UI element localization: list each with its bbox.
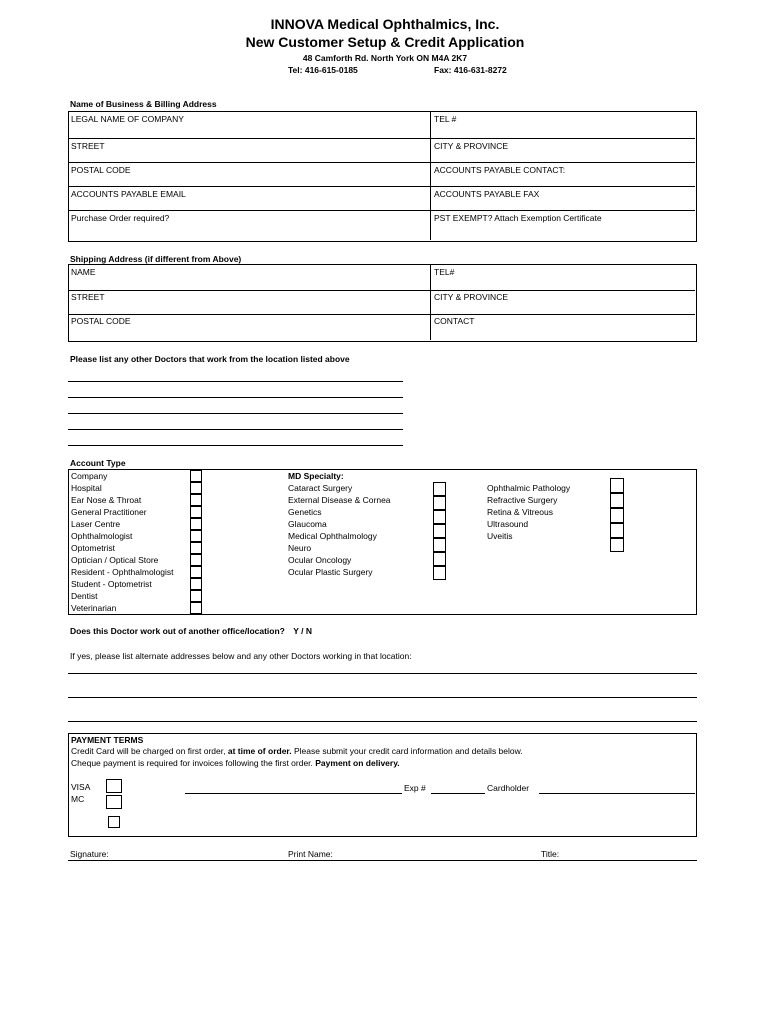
md-specialty-checkbox[interactable] (610, 538, 624, 552)
payment-terms-line-2 (71, 758, 400, 768)
payment-terms-title: PAYMENT TERMS (71, 735, 144, 745)
md-specialty-label: Cataract Surgery (288, 483, 353, 493)
payment-terms-line-1 (71, 746, 523, 756)
alternate-address-line[interactable] (68, 673, 697, 674)
md-specialty-list-2 (487, 482, 570, 542)
md-specialty-label: External Disease & Cornea (288, 495, 391, 505)
billing-street-field[interactable]: STREET (71, 141, 105, 151)
md-specialty-label: Glaucoma (288, 519, 327, 529)
form-title: New Customer Setup & Credit Application (245, 34, 525, 50)
account-type-label: Student - Optometrist (71, 579, 152, 589)
md-specialty-checkbox[interactable] (433, 566, 446, 580)
visa-label: VISA (71, 782, 91, 792)
payment-line-1-text: Credit Card will be charged on first order, (71, 746, 228, 756)
billing-table (68, 111, 697, 242)
account-type-box (68, 469, 697, 615)
shipping-section-title: Shipping Address (if different from Above) (70, 254, 242, 264)
doctor-line[interactable] (68, 397, 403, 398)
row-divider (69, 186, 695, 187)
md-specialty-label: Uveitis (487, 531, 513, 541)
account-type-label: Optometrist (71, 543, 115, 553)
company-tel: Tel: 416-615-0185 (288, 65, 358, 75)
md-specialty-checkbox[interactable] (610, 508, 624, 523)
company-name: INNOVA Medical Ophthalmics, Inc. (270, 16, 500, 32)
account-type-label: Hospital (71, 483, 102, 493)
row-divider (69, 138, 695, 139)
shipping-name-field[interactable]: NAME (71, 267, 96, 277)
shipping-table (68, 264, 697, 342)
shipping-tel-field[interactable]: TEL# (434, 267, 455, 277)
payment-line-1-rest: Please submit your credit card information and details below. (291, 746, 523, 756)
account-type-label: Company (71, 471, 108, 481)
account-type-label: General Practitioner (71, 507, 147, 517)
md-specialty-checkbox[interactable] (610, 523, 624, 538)
print-name-label: Print Name: (288, 849, 333, 859)
billing-tel-field[interactable]: TEL # (434, 114, 457, 124)
account-type-checkbox[interactable] (190, 602, 202, 614)
card-number-line[interactable] (185, 793, 402, 794)
md-specialty-label: Ocular Oncology (288, 555, 352, 565)
md-specialty-checkbox[interactable] (433, 510, 446, 524)
billing-postal-field[interactable]: POSTAL CODE (71, 165, 131, 175)
md-specialty-checkbox[interactable] (433, 482, 446, 496)
doctor-line[interactable] (68, 445, 403, 446)
exp-label: Exp # (404, 783, 426, 793)
md-specialty-label: Medical Ophthalmology (288, 531, 377, 541)
other-office-question (70, 626, 312, 636)
account-type-label: Veterinarian (71, 603, 117, 613)
account-type-checkbox[interactable] (190, 470, 202, 482)
doctor-line[interactable] (68, 413, 403, 414)
account-type-checkbox[interactable] (190, 506, 202, 518)
other-doctors-prompt: Please list any other Doctors that work from the location listed above (70, 354, 350, 364)
doctor-line[interactable] (68, 429, 403, 430)
md-specialty-label: Refractive Surgery (487, 495, 558, 505)
account-type-checkbox[interactable] (190, 578, 202, 590)
account-type-label: Ophthalmologist (71, 531, 133, 541)
visa-checkbox[interactable] (106, 779, 122, 793)
md-specialty-checkbox[interactable] (433, 496, 446, 510)
shipping-divider (430, 265, 431, 340)
shipping-city-field[interactable]: CITY & PROVINCE (434, 292, 508, 302)
alternate-address-instruction: If yes, please list alternate addresses below and any other Doctors working in that location: (70, 651, 412, 661)
alternate-address-line[interactable] (68, 721, 697, 722)
pst-exempt-field[interactable]: PST EXEMPT? Attach Exemption Certificate (434, 213, 602, 223)
md-specialty-checkbox[interactable] (610, 478, 624, 493)
account-type-title: Account Type (70, 458, 126, 468)
cardholder-line[interactable] (539, 793, 695, 794)
account-type-checkbox[interactable] (190, 494, 202, 506)
account-type-checkbox[interactable] (190, 530, 202, 542)
payment-line-2-text: Cheque payment is required for invoices following the first order. (71, 758, 316, 768)
mc-checkbox[interactable] (106, 795, 122, 809)
company-address: 48 Camforth Rd. North York ON M4A 2K7 (302, 53, 468, 63)
md-specialty-checkbox[interactable] (433, 552, 446, 566)
other-card-checkbox[interactable] (108, 816, 120, 828)
company-fax: Fax: 416-631-8272 (434, 65, 507, 75)
row-divider (69, 290, 695, 291)
account-type-checkbox[interactable] (190, 590, 202, 602)
account-type-list (71, 470, 174, 614)
cardholder-label: Cardholder (487, 783, 530, 793)
ap-email-field[interactable]: ACCOUNTS PAYABLE EMAIL (71, 189, 186, 199)
md-specialty-label: Genetics (288, 507, 322, 517)
md-specialty-label: Retina & Vitreous (487, 507, 553, 517)
md-specialty-title: MD Specialty: (288, 471, 344, 481)
account-type-checkbox[interactable] (190, 482, 202, 494)
md-specialty-checkbox[interactable] (433, 538, 446, 552)
md-specialty-label: Ultrasound (487, 519, 529, 529)
row-divider (69, 162, 695, 163)
shipping-postal-field[interactable]: POSTAL CODE (71, 316, 131, 326)
md-specialty-label: Neuro (288, 543, 312, 553)
ap-contact-field[interactable]: ACCOUNTS PAYABLE CONTACT: (434, 165, 566, 175)
shipping-street-field[interactable]: STREET (71, 292, 105, 302)
mc-label: MC (71, 794, 85, 804)
account-type-label: Resident - Ophthalmologist (71, 567, 174, 577)
account-type-checkbox[interactable] (190, 518, 202, 530)
account-type-label: Dentist (71, 591, 98, 601)
legal-name-field[interactable]: LEGAL NAME OF COMPANY (71, 114, 184, 124)
payment-terms-box (68, 733, 697, 837)
billing-city-field[interactable]: CITY & PROVINCE (434, 141, 508, 151)
account-type-checkbox[interactable] (190, 566, 202, 578)
billing-section-title: Name of Business & Billing Address (70, 99, 217, 109)
alternate-address-line[interactable] (68, 697, 697, 698)
account-type-checkbox[interactable] (190, 542, 202, 554)
md-specialty-label: Ocular Plastic Surgery (288, 567, 373, 577)
payment-line-1-emphasis: at time of order. (227, 746, 292, 756)
payment-line-2-emphasis: Payment on delivery. (315, 758, 400, 768)
signature-line[interactable] (68, 860, 697, 861)
md-specialty-checkbox[interactable] (610, 493, 624, 508)
md-specialty-list (288, 470, 391, 578)
other-office-question-text: Does this Doctor work out of another office/location? (70, 626, 285, 636)
purchase-order-field[interactable]: Purchase Order required? (71, 213, 170, 223)
account-type-label: Optician / Optical Store (71, 555, 159, 565)
row-divider (69, 210, 695, 211)
ap-fax-field[interactable]: ACCOUNTS PAYABLE FAX (434, 189, 540, 199)
account-type-label: Ear Nose & Throat (71, 495, 142, 505)
title-label: Title: (541, 849, 560, 859)
account-type-label: Laser Centre (71, 519, 121, 529)
md-specialty-checkbox[interactable] (433, 524, 446, 538)
md-specialty-label: Ophthalmic Pathology (487, 483, 571, 493)
signature-label: Signature: (70, 849, 109, 859)
exp-line[interactable] (431, 793, 485, 794)
shipping-contact-field[interactable]: CONTACT (434, 316, 475, 326)
billing-divider (430, 112, 431, 240)
yes-no-answer[interactable]: Y / N (293, 626, 312, 636)
row-divider (69, 314, 695, 315)
account-type-checkbox[interactable] (190, 554, 202, 566)
doctor-line[interactable] (68, 381, 403, 382)
